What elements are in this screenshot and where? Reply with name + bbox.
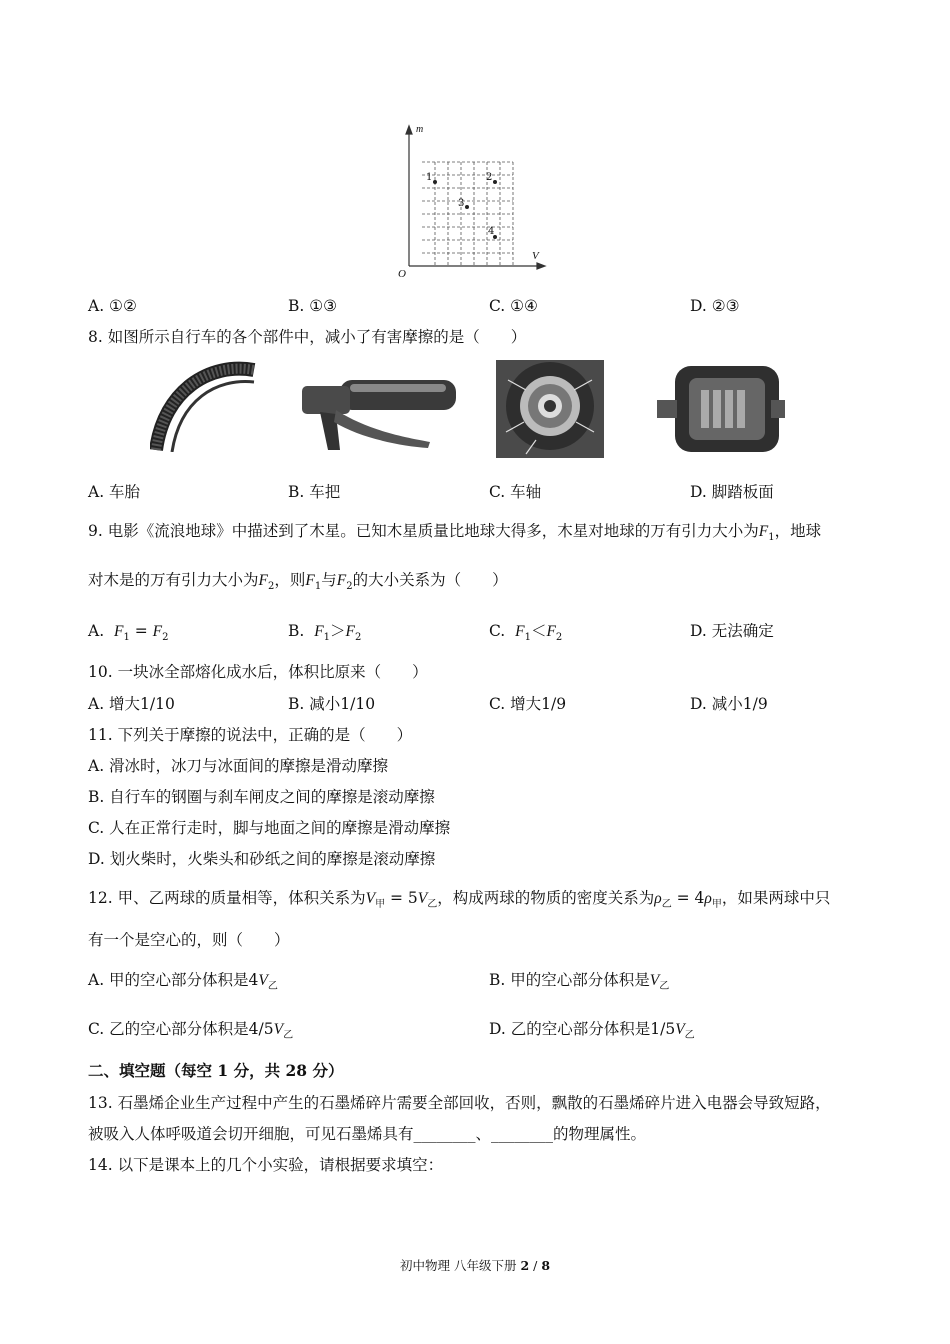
q13-line1: 13. 石墨烯企业生产过程中产生的石墨烯碎片需要全部回收，否则，飘散的石墨烯碎片进入电器会导致短路， bbox=[88, 1094, 831, 1112]
q7-option-b: B. ①③ bbox=[288, 297, 338, 315]
q11-stem: 11. 下列关于摩擦的说法中，正确的是（ ） bbox=[88, 726, 413, 744]
graph-point-label: 2 bbox=[486, 172, 493, 183]
q9-stem-line1: 9. 电影《流浪地球》中描述到了木星。已知木星质量比地球大得多，木星对地球的万有引力大小为$F_1$，地球 bbox=[88, 522, 822, 544]
q14-stem: 14. 以下是课本上的几个小实验，请根据要求填空： bbox=[88, 1156, 444, 1174]
graph-point-label: 3 bbox=[458, 198, 465, 209]
q12-option-d: D. 乙的空心部分体积是$1/5V_乙$ bbox=[489, 1020, 695, 1042]
q11-option-d: D. 划火柴时，火柴头和砂纸之间的摩擦是滚动摩擦 bbox=[88, 850, 436, 868]
q10-stem: 10. 一块冰全部熔化成水后，体积比原来（ ） bbox=[88, 663, 428, 681]
q8-option-b: B. 车把 bbox=[288, 483, 341, 501]
q12-option-c: C. 乙的空心部分体积是$4/5V_乙$ bbox=[88, 1020, 294, 1042]
q11-option-b: B. 自行车的钢圈与刹车闸皮之间的摩擦是滚动摩擦 bbox=[88, 788, 435, 806]
q9-option-a: A. $F_1 = F_2$ bbox=[88, 622, 169, 644]
section-heading: 二、填空题（每空 1 分，共 28 分） bbox=[88, 1061, 344, 1080]
q7-option-d: D. ②③ bbox=[690, 297, 740, 315]
q8-stem: 8. 如图所示自行车的各个部件中，减小了有害摩擦的是（ ） bbox=[88, 328, 527, 346]
graph-y-axis-label: m bbox=[416, 124, 424, 135]
q7-option-c: C. ①④ bbox=[489, 297, 538, 315]
q9-option-c: C. $F_1<F_2$ bbox=[489, 622, 563, 644]
q11-option-c: C. 人在正常行走时，脚与地面之间的摩擦是滑动摩擦 bbox=[88, 819, 451, 837]
q8-option-a: A. 车胎 bbox=[88, 483, 141, 501]
q9-option-d: D. 无法确定 bbox=[690, 622, 774, 640]
pedal-icon bbox=[655, 362, 787, 456]
axle-bearing-icon bbox=[496, 360, 604, 458]
q9-option-b: B. $F_1>F_2$ bbox=[288, 622, 362, 644]
page-footer: 初中物理 八年级下册 2 / 8 bbox=[399, 1258, 551, 1273]
graph-origin-label: O bbox=[398, 268, 406, 280]
graph-point-label: 4 bbox=[488, 226, 495, 237]
q10-option-b: B. 减小1/10 bbox=[288, 695, 376, 713]
tire-icon bbox=[150, 360, 260, 452]
q11-option-a: A. 滑冰时，冰刀与冰面间的摩擦是滑动摩擦 bbox=[88, 757, 389, 775]
q10-option-a: A. 增大1/10 bbox=[88, 695, 175, 713]
mass-volume-graph bbox=[395, 122, 555, 284]
graph-x-axis-label: V bbox=[532, 250, 539, 262]
q10-option-d: D. 减小1/9 bbox=[690, 695, 768, 713]
q12-stem-line1: 12. 甲、乙两球的质量相等，体积关系为$V_甲 = 5V_乙$，构成两球的物质的密度关系为$\rho_乙 = 4\rho_甲$，如果两球中只 bbox=[88, 889, 831, 911]
q8-option-c: C. 车轴 bbox=[489, 483, 542, 501]
q8-option-d: D. 脚踏板面 bbox=[690, 483, 774, 501]
q12-stem-line2: 有一个是空心的，则（ ） bbox=[88, 931, 290, 949]
q12-option-a: A. 甲的空心部分体积是$4V_乙$ bbox=[88, 971, 278, 993]
q12-option-b: B. 甲的空心部分体积是$V_乙$ bbox=[489, 971, 670, 993]
q7-option-a: A. ①② bbox=[88, 297, 137, 315]
q9-stem-line2: 对木是的万有引力大小为$F_2$，则$F_1$与$F_2$的大小关系为（ ） bbox=[88, 571, 508, 593]
q10-option-c: C. 增大1/9 bbox=[489, 695, 567, 713]
graph-point-label: 1 bbox=[426, 172, 433, 183]
handlebar-icon bbox=[300, 362, 460, 454]
q13-line2: 被吸入人体呼吸道会切开细胞，可见石墨烯具有________、________的物理属性。 bbox=[88, 1125, 647, 1143]
